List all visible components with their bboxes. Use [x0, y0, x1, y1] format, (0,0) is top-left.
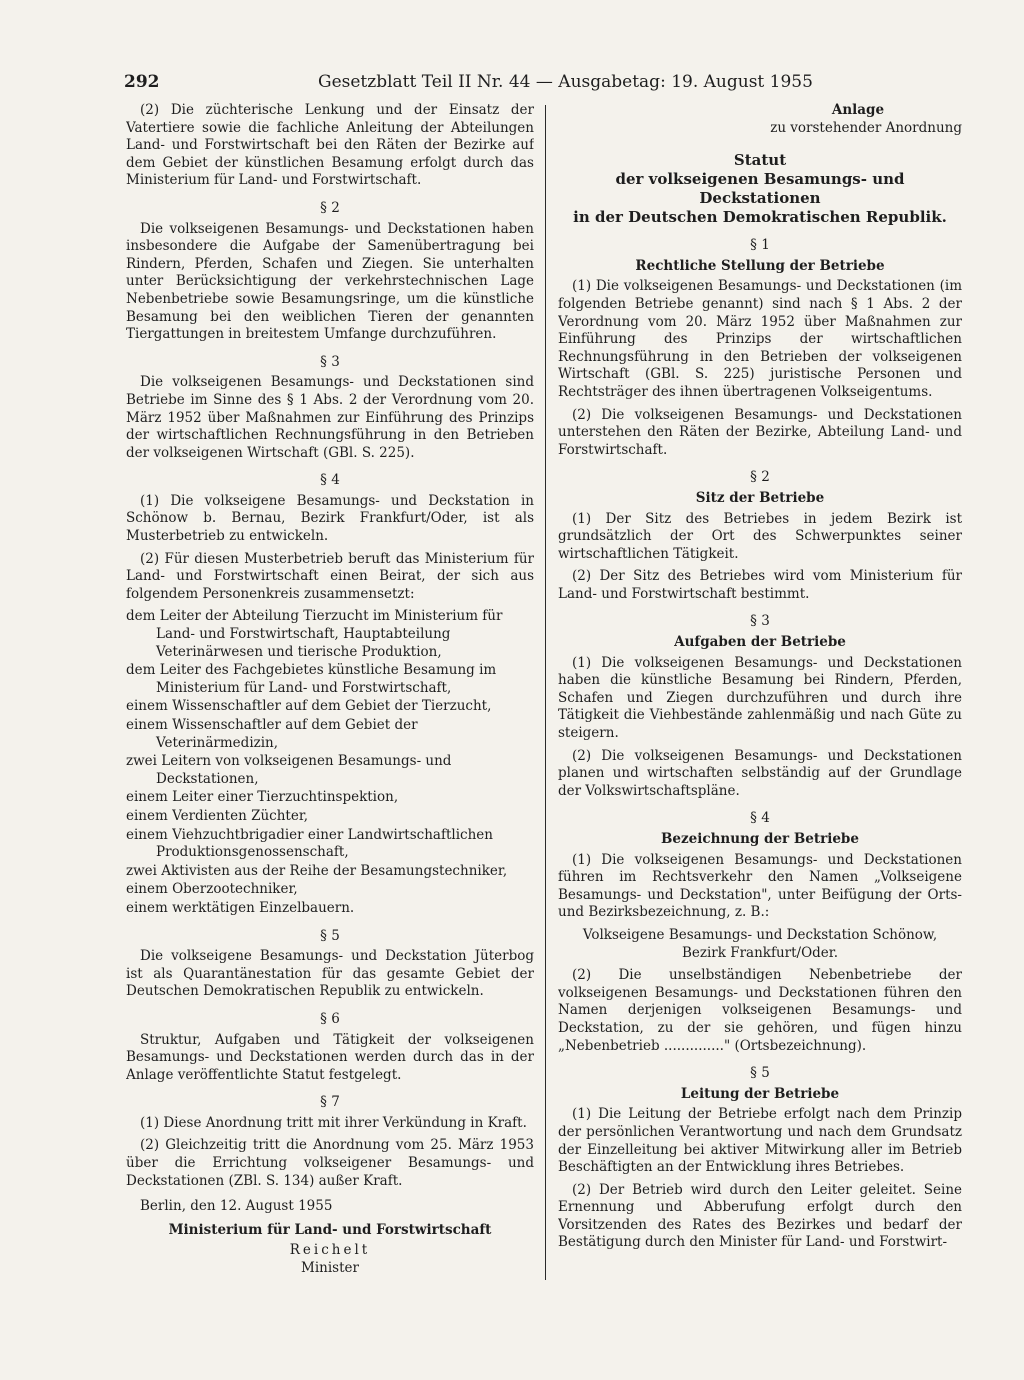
- section-heading: Leitung der Betriebe: [680, 1085, 840, 1102]
- section-number: § 1: [750, 237, 770, 254]
- paragraph: Die volkseigenen Besamungs- und Deckstationen haben insbesondere die Aufgabe der Samenübertragung bei Rindern, Pferden, Schafen und Ziegen. Sie unterhalten unter Berücksichtigung der verkehrstechnischen Lage Nebenbetriebe sowie Besamungsringe, um die künstliche Besamung bei den weiblichen Tieren der genannten Tiergattungen in breitestem Umfange durchzuführen.: [126, 220, 534, 343]
- list-item: einem Wissenschaftler auf dem Gebiet der Tierzucht,: [126, 698, 492, 715]
- paragraph: (2) Die unselbständigen Nebenbetriebe der volkseigenen Besamungs- und Deckstationen führen den Namen derjenigen volkseigenen Besamungs- und Deckstation, zu der sie gehören, und fügen hinzu „Nebenbetrieb .............." (Ortsbezeichnung).: [558, 967, 962, 1054]
- section-number: § 7: [320, 1094, 340, 1111]
- signing-date: Berlin, den 12. August 1955: [140, 1198, 333, 1215]
- section-number: § 2: [320, 199, 340, 216]
- section-heading: Bezeichnung der Betriebe: [661, 831, 859, 847]
- list-item: einem werktätigen Einzelbauern.: [126, 899, 355, 916]
- section-heading: Sitz der Betriebe: [695, 489, 825, 506]
- section-heading: Rechtliche Stellung der Betriebe: [635, 257, 885, 274]
- section-number: § 3: [750, 613, 770, 630]
- page-number: 292: [124, 72, 160, 92]
- statute-subtitle: in der Deutschen Demokratischen Republik.: [573, 208, 947, 227]
- paragraph: Die volkseigene Besamungs- und Deckstation Jüterbog ist als Quarantänestation für das gesamte Gebiet der Deutschen Demokratischen Republik zu entwickeln.: [126, 948, 534, 1000]
- section-number: § 2: [750, 469, 770, 486]
- signer-title: Minister: [301, 1260, 359, 1277]
- paragraph: (1) Die Leitung der Betriebe erfolgt nach dem Prinzip der persönlichen Verantwortung und nach dem Grundsatz der Einzelleitung bei aktiver Mitwirkung aller im Betrieb Beschäftigten an der Entwicklung ihres Betriebes.: [558, 1106, 962, 1176]
- paragraph: (2) Für diesen Musterbetrieb beruft das Ministerium für Land- und Forstwirtschaft einen Beirat, der sich aus folgendem Personenkreis zusammensetzt:: [126, 550, 534, 602]
- paragraph: Die volkseigenen Besamungs- und Deckstationen sind Betriebe im Sinne des § 1 Abs. 2 der Verordnung vom 20. März 1952 über Maßnahmen zur Einführung des Prinzips der wirtschaftlichen Rechnungsführung in den Betrieben der volkseigenen Wirtschaft (GBl. S. 225).: [126, 374, 534, 461]
- paragraph: (1) Die volkseigenen Besamungs- und Deckstationen führen im Rechtsverkehr den Namen „Volkseigene Besamungs- und Deckstation", unter Beifügung der Orts- und Bezirksbezeichnung, z. B.:: [558, 851, 962, 921]
- list-item: einem Oberzootechniker,: [126, 881, 298, 898]
- list-item: einem Wissenschaftler auf dem Gebiet der Veterinärmedizin,: [126, 717, 418, 751]
- example-name: Volkseigene Besamungs- und Deckstation Schönow,: [582, 926, 938, 943]
- section-number: § 4: [750, 810, 770, 827]
- member-list: [126, 608, 534, 917]
- list-item: einem Leiter einer Tierzuchtinspektion,: [126, 789, 399, 806]
- column-divider: [545, 105, 546, 1280]
- statute-subtitle: der volkseigenen Besamungs- und Deckstationen: [615, 170, 905, 208]
- paragraph: Struktur, Aufgaben und Tätigkeit der volkseigenen Besamungs- und Deckstationen werden durch das in der Anlage veröffentlichte Statut festgelegt.: [126, 1031, 534, 1083]
- statute-title: Statut: [733, 151, 787, 170]
- section-number: § 5: [750, 1065, 770, 1082]
- page-header: [124, 68, 964, 96]
- list-item: einem Verdienten Züchter,: [126, 807, 309, 824]
- paragraph: (2) Der Betrieb wird durch den Leiter geleitet. Seine Ernennung und Abberufung erfolgt durch den Vorsitzenden des Rates des Bezirkes und bedarf der Bestätigung durch den Minister für Land- und Forstwirt-: [558, 1181, 962, 1251]
- list-item: zwei Leitern von volkseigenen Besamungs- und Deckstationen,: [126, 753, 452, 787]
- paragraph: (2) Gleichzeitig tritt die Anordnung vom 25. März 1953 über die Errichtung volkseigener Besamungs- und Deckstationen (ZBl. S. 134) außer Kraft.: [126, 1137, 534, 1189]
- paragraph: (2) Die volkseigenen Besamungs- und Deckstationen unterstehen den Räten der Bezirke, Abteilung Land- und Forstwirtschaft.: [558, 406, 962, 458]
- annex-title: Anlage: [831, 102, 885, 118]
- paragraph: (1) Die volkseigenen Besamungs- und Deckstationen (im folgenden Betriebe genannt) sind nach § 1 Abs. 2 der Verordnung vom 20. März 1952 über Maßnahmen zur Einführung des Prinzips der wirtschaftlichen Rechnungsführung in den Betrieben der volkseigenen Wirtschaft (GBl. S. 225) juristische Personen und Rechtsträger des ihnen übertragenen Volkseigentums.: [558, 278, 962, 400]
- section-number: § 5: [320, 927, 340, 944]
- list-item: dem Leiter der Abteilung Tierzucht im Ministerium für Land- und Forstwirtschaft, Hauptabteilung Veterinärwesen und tierische Produktion,: [126, 608, 503, 660]
- section-number: § 3: [320, 353, 340, 370]
- signer-name: Reichelt: [289, 1242, 371, 1259]
- section-heading: Aufgaben der Betriebe: [674, 634, 846, 651]
- running-title: Gesetzblatt Teil II Nr. 44 — Ausgabetag: 19. August 1955: [318, 72, 813, 92]
- list-item: zwei Aktivisten aus der Reihe der Besamungstechniker,: [126, 862, 508, 879]
- paragraph: (2) Der Sitz des Betriebes wird vom Ministerium für Land- und Forstwirtschaft bestimmt.: [558, 568, 962, 602]
- annex-subtitle: zu vorstehender Anordnung: [770, 119, 962, 136]
- paragraph: (1) Der Sitz des Betriebes in jedem Bezirk ist grundsätzlich der Ort des Schwerpunktes seiner wirtschaftlichen Tätigkeit.: [558, 510, 962, 562]
- left-column: [126, 102, 534, 1292]
- ministry-name: Ministerium für Land- und Forstwirtschaft: [168, 1221, 492, 1238]
- right-column: [558, 102, 962, 1292]
- example-name: Bezirk Frankfurt/Oder.: [681, 944, 839, 961]
- paragraph: (2) Die züchterische Lenkung und der Einsatz der Vatertiere sowie die fachliche Anleitung der Abteilungen Land- und Forstwirtschaft bei den Räten der Bezirke auf dem Gebiet der künstlichen Besamung erfolgt durch das Ministerium für Land- und Forstwirtschaft.: [126, 102, 534, 189]
- list-item: einem Viehzuchtbrigadier einer Landwirtschaftlichen Produktionsgenossenschaft,: [126, 826, 493, 861]
- section-number: § 4: [320, 472, 340, 489]
- paragraph: (1) Die volkseigene Besamungs- und Deckstation in Schönow b. Bernau, Bezirk Frankfurt/Oder, ist als Musterbetrieb zu entwickeln.: [126, 492, 534, 545]
- list-item: dem Leiter des Fachgebietes künstliche Besamung im Ministerium für Land- und Forstwirtschaft,: [126, 662, 497, 696]
- section-number: § 6: [320, 1010, 340, 1027]
- paragraph: (1) Die volkseigenen Besamungs- und Deckstationen haben die künstliche Besamung bei Rindern, Pferden, Schafen und Ziegen durchzuführen und durch ihre Tätigkeit die Viehbestände zahlenmäßig und nach Güte zu steigern.: [558, 654, 962, 742]
- paragraph: (1) Diese Anordnung tritt mit ihrer Verkündung in Kraft.: [140, 1114, 527, 1131]
- paragraph: (2) Die volkseigenen Besamungs- und Deckstationen planen und wirtschaften selbständig auf der Grundlage der Volkswirtschaftspläne.: [558, 747, 962, 799]
